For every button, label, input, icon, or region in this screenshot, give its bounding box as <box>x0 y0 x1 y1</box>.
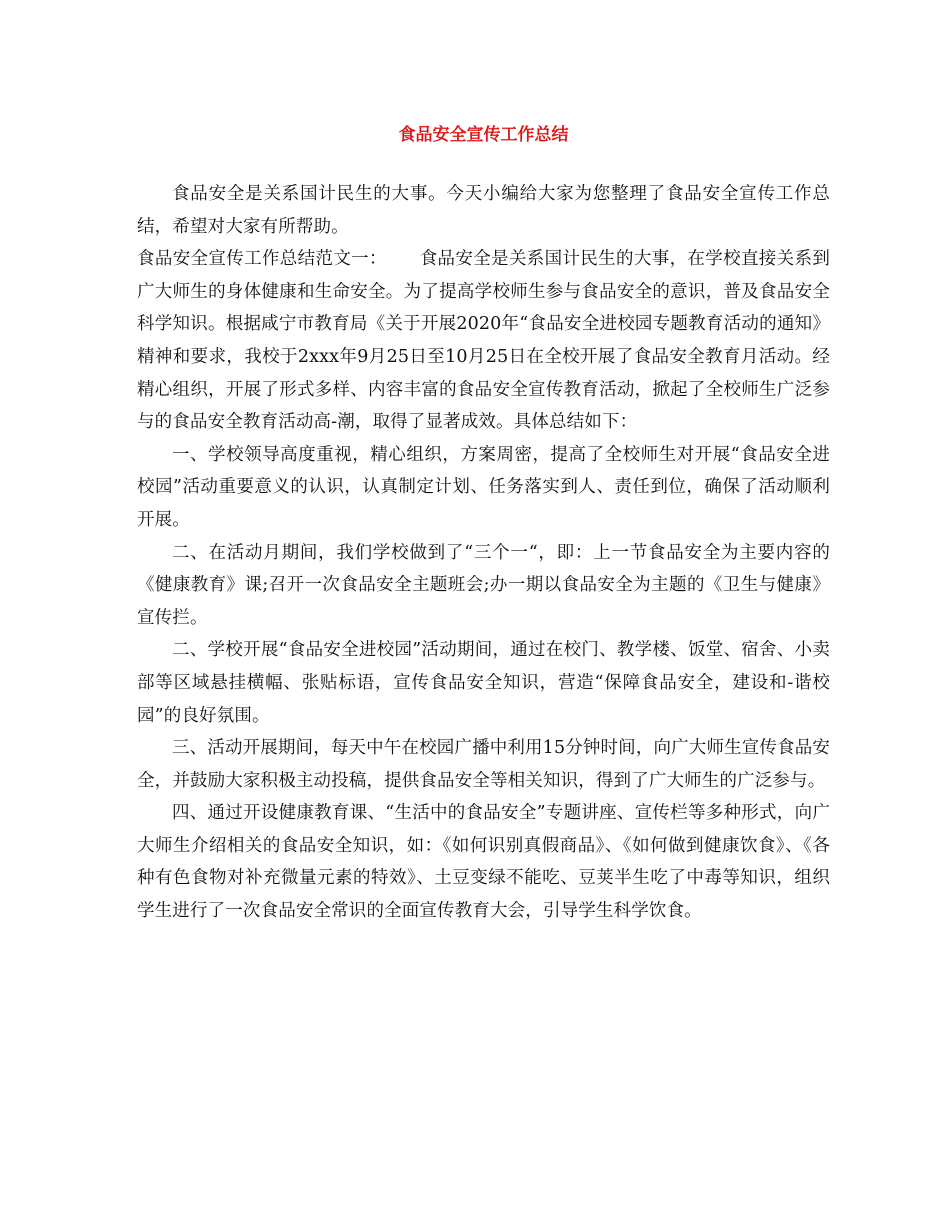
point-three-paragraph: 三、活动开展期间，每天中午在校园广播中利用15分钟时间，向广大师生宣传食品安全，并鼓励大家积极主动投稿，提供食品安全等相关知识，得到了广大师生的广泛参与。 <box>137 738 830 791</box>
intro-paragraph: 食品安全是关系国计民生的大事。今天小编给大家为您整理了食品安全宣传工作总结，希望对大家有所帮助。 <box>137 184 830 237</box>
point-one-paragraph: 一、学校领导高度重视，精心组织，方案周密，提高了全校师生对开展“食品安全进校园”活动重要意义的认识，认真制定计划、任务落实到人、责任到位，确保了活动顺利开展。 <box>137 444 830 530</box>
document-body <box>137 178 830 928</box>
document-title: 食品安全宣传工作总结 <box>398 125 569 145</box>
point-two-b-paragraph: 二、学校开展“食品安全进校园”活动期间，通过在校门、教学楼、饭堂、宿舍、小卖部等区域悬挂横幅、张贴标语，宣传食品安全知识，营造“保障食品安全，建设和-谐校园”的良好氛围。 <box>137 640 830 726</box>
sample-one-paragraph: 食品安全宣传工作总结范文一： 食品安全是关系国计民生的大事，在学校直接关系到广大师生的身体健康和生命安全。为了提高学校师生参与食品安全的意识，普及食品安全科学知识。根据咸宁市教育局《关于开展2020年“食品安全进校园专题教育活动的通知》精神和要求，我校于2xxx年9月25日至10月25日在全校开展了食品安全教育月活动。经精心组织，开展了形式多样、内容丰富的食品安全宣传教育活动，掀起了全校师生广泛参与的食品安全教育活动高-潮，取得了显著成效。具体总结如下： <box>137 249 830 433</box>
point-two-paragraph: 二、在活动月期间，我们学校做到了“三个一“，即：上一节食品安全为主要内容的《健康教育》课;召开一次食品安全主题班会;办一期以食品安全为主题的《卫生与健康》宣传拦。 <box>137 542 830 628</box>
point-four-paragraph: 四、通过开设健康教育课、“生活中的食品安全”专题讲座、宣传栏等多种形式，向广大师生介绍相关的食品安全知识，如：《如何识别真假商品》、《如何做到健康饮食》、《各种有色食物对补充微量元素的特效》、土豆变绿不能吃、豆荚半生吃了中毒等知识，组织学生进行了一次食品安全常识的全面宣传教育大会，引导学生科学饮食。 <box>137 803 830 922</box>
